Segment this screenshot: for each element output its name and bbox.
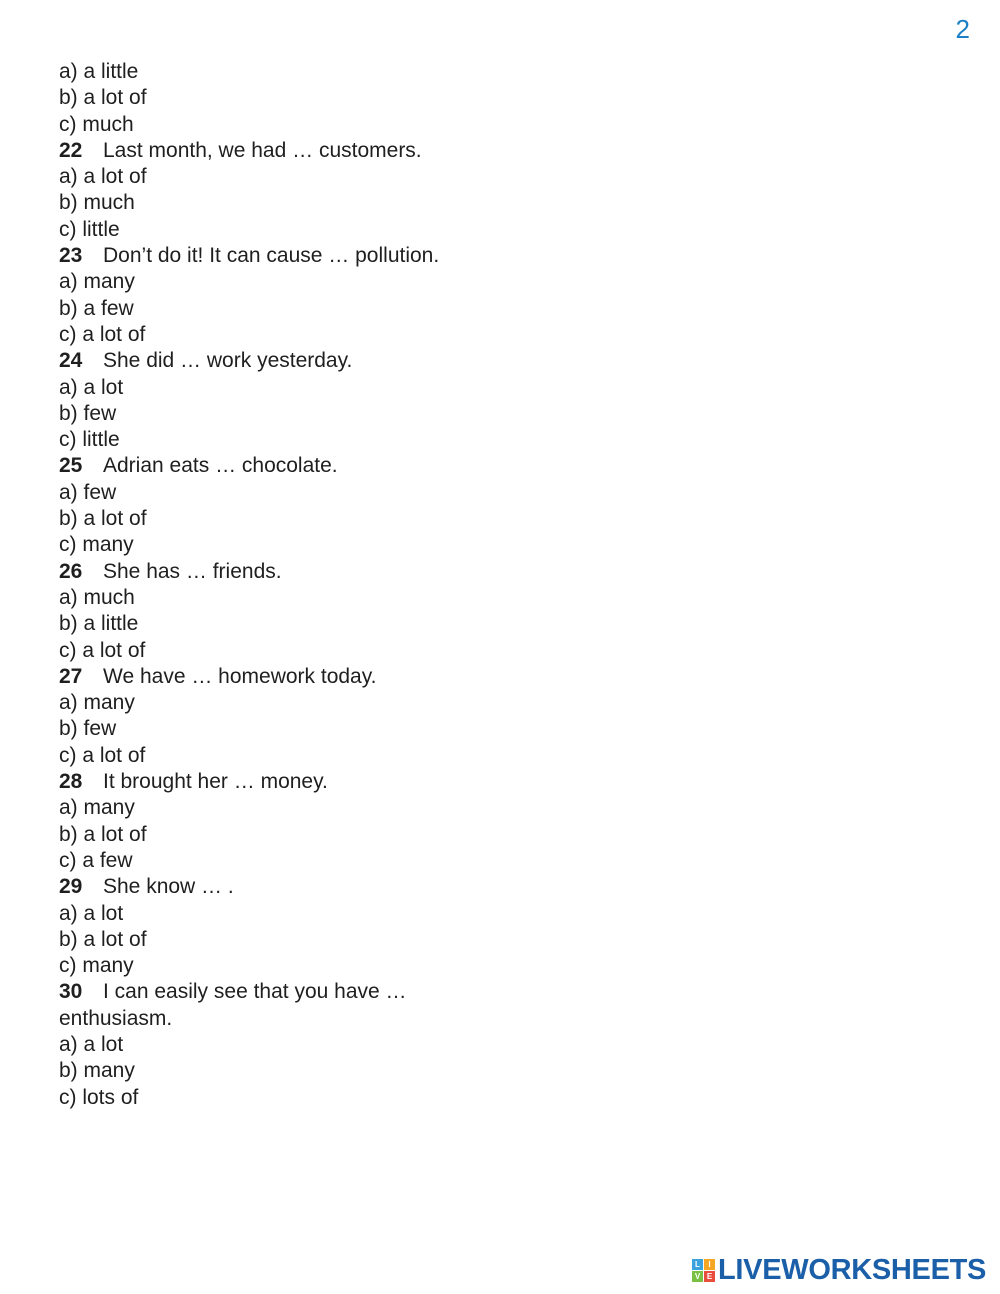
- question-line: [59, 874, 559, 900]
- page-number: 2: [955, 14, 970, 44]
- answer-option: b) a lot of: [59, 822, 147, 846]
- logo-mark-letter: V: [692, 1271, 703, 1282]
- logo-text: LIVEWORKSHEETS: [718, 1253, 987, 1286]
- question-number: 29: [59, 875, 83, 899]
- answer-option: enthusiasm.: [59, 1006, 173, 1030]
- question-text: It brought her … money.: [103, 770, 328, 794]
- answer-option: b) much: [59, 191, 135, 215]
- question-number: 25: [59, 454, 83, 478]
- question-line: [59, 243, 559, 269]
- answer-option: b) many: [59, 1059, 135, 1083]
- question-text: She did … work yesterday.: [103, 349, 353, 373]
- question-line: [59, 453, 559, 479]
- answer-option: a) a lot: [59, 901, 124, 925]
- answer-option: c) a few: [59, 848, 133, 872]
- answer-option: a) a little: [59, 60, 139, 83]
- question-number: 30: [59, 980, 83, 1004]
- answer-option: c) little: [59, 217, 120, 241]
- answer-option: b) a lot of: [59, 86, 147, 110]
- question-line: [59, 348, 559, 374]
- question-line: [59, 664, 559, 690]
- answer-option: b) few: [59, 401, 117, 425]
- question-text: We have … homework today.: [103, 664, 377, 688]
- answer-option: b) few: [59, 717, 117, 741]
- answer-option: a) few: [59, 480, 117, 504]
- answer-option: a) many: [59, 691, 135, 715]
- answer-option: a) a lot of: [59, 165, 147, 189]
- logo-mark-letter: E: [704, 1271, 715, 1282]
- question-line: [59, 769, 559, 795]
- answer-option: a) many: [59, 796, 135, 820]
- question-text: Adrian eats … chocolate.: [103, 454, 338, 478]
- question-text: I can easily see that you have …: [103, 980, 407, 1004]
- answer-option: a) a lot: [59, 1032, 124, 1056]
- answer-option: c) many: [59, 533, 134, 557]
- answer-option: c) a lot of: [59, 743, 146, 767]
- answer-option: c) many: [59, 954, 134, 978]
- answer-option: c) a lot of: [59, 638, 146, 662]
- answer-option: c) lots of: [59, 1085, 139, 1109]
- question-number: 28: [59, 770, 83, 794]
- question-text: She know … .: [103, 875, 234, 899]
- question-text: Last month, we had … customers.: [103, 138, 422, 162]
- question-line: [59, 559, 559, 585]
- logo-mark-icon: [692, 1259, 715, 1282]
- answer-option: b) a little: [59, 612, 139, 636]
- answer-option: c) much: [59, 112, 134, 136]
- logo-mark-letter: L: [692, 1259, 703, 1270]
- question-line: [59, 979, 559, 1005]
- question-text: Don’t do it! It can cause … pollution.: [103, 244, 440, 268]
- question-number: 24: [59, 349, 83, 373]
- answer-option: b) a few: [59, 296, 134, 320]
- answer-option: c) a lot of: [59, 322, 146, 346]
- question-number: 23: [59, 244, 83, 268]
- worksheet-content: [59, 59, 559, 1111]
- answer-option: a) much: [59, 585, 135, 609]
- logo-mark-letter: I: [704, 1259, 715, 1270]
- question-number: 22: [59, 138, 83, 162]
- answer-option: a) a lot: [59, 375, 124, 399]
- answer-option: b) a lot of: [59, 507, 147, 531]
- question-text: She has … friends.: [103, 559, 282, 583]
- question-line: [59, 138, 559, 164]
- question-number: 26: [59, 559, 83, 583]
- answer-option: b) a lot of: [59, 927, 147, 951]
- liveworksheets-logo: [692, 1254, 986, 1286]
- answer-option: a) many: [59, 270, 135, 294]
- question-number: 27: [59, 664, 83, 688]
- answer-option: c) little: [59, 428, 120, 452]
